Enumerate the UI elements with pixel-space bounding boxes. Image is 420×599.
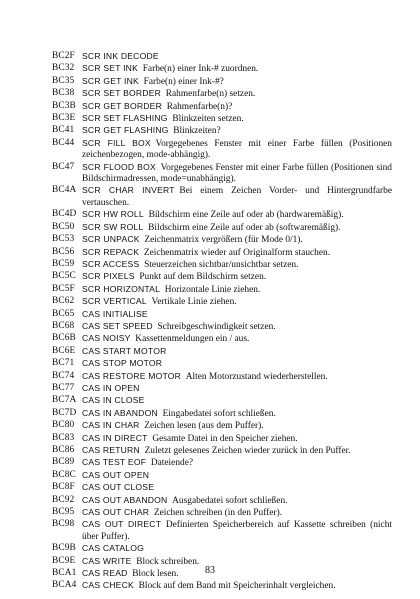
entry-description: Block auf dem Band mit Speicherinhalt vergleichen.	[138, 581, 336, 592]
entry-body	[82, 470, 392, 482]
entry-address: BC71	[52, 358, 75, 369]
entry-address: BC6E	[52, 345, 76, 356]
entry-address: BC41	[52, 125, 75, 136]
entry-body	[82, 420, 392, 432]
entry-description: Zuletzt gelesenes Zeichen wieder zurück in den Puffer.	[144, 446, 351, 456]
list-item	[52, 271, 392, 283]
entry-command: SCR VERTICAL	[82, 296, 147, 307]
entry-body	[82, 445, 392, 457]
entry-command: SCR FILL BOX	[82, 137, 151, 148]
entry-address: BC68	[52, 320, 75, 331]
entry-body	[82, 395, 392, 407]
entry-command: CAS OUT CHAR	[82, 507, 150, 518]
entry-address: BC7D	[52, 407, 77, 418]
entry-command: CAS IN CHAR	[82, 420, 140, 431]
entry-body	[82, 371, 392, 383]
entry-description: Zeichen schreiben (in den Puffer).	[153, 508, 283, 519]
entry-address: BC32	[52, 63, 75, 74]
list-item	[52, 457, 392, 469]
list-item	[52, 309, 392, 321]
entry-command: SCR FLOOD BOX	[82, 161, 156, 172]
entry-description: Blinkzeiten setzen.	[172, 114, 244, 125]
entry-address: BC83	[52, 432, 75, 443]
entry-address: BC5C	[52, 271, 76, 282]
entry-command: CAS STOP MOTOR	[82, 358, 163, 369]
list-item	[52, 296, 392, 308]
entry-command: CAS CHECK	[82, 580, 134, 591]
list-item	[52, 209, 392, 221]
entry-body	[82, 222, 392, 234]
entry-command: SCR SET INK	[82, 63, 139, 74]
entry-body	[82, 51, 392, 63]
entry-command: SCR GET INK	[82, 75, 139, 86]
entry-address: BCA1	[52, 568, 77, 579]
entry-command: CAS NOISY	[82, 333, 131, 344]
entry-body	[82, 482, 392, 494]
entry-command: CAS CATALOG	[82, 543, 145, 554]
entry-address: BC4A	[52, 185, 77, 196]
entry-address: BC74	[52, 370, 75, 381]
list-item	[52, 346, 392, 358]
entry-command: SCR SW ROLL	[82, 221, 144, 232]
entry-command: SCR HW ROLL	[82, 209, 144, 220]
entry-command: CAS INITIALISE	[82, 308, 148, 319]
entry-body	[82, 185, 392, 209]
list-item	[52, 185, 392, 209]
list-item	[52, 113, 392, 125]
list-item	[52, 162, 392, 186]
list-item	[52, 580, 392, 592]
entry-body	[82, 247, 392, 259]
entry-command: SCR CHAR INVERT	[82, 185, 175, 196]
list-item	[52, 383, 392, 395]
entry-address: BC8F	[52, 482, 75, 493]
entry-command: SCR PIXELS	[82, 271, 135, 282]
entry-body	[82, 346, 392, 358]
entry-command: CAS SET SPEED	[82, 320, 153, 331]
entry-body	[82, 234, 392, 246]
entry-description: Dateiende?	[150, 458, 194, 469]
entry-body	[82, 408, 392, 420]
list-item	[52, 76, 392, 88]
entry-address: BC80	[52, 420, 75, 431]
entry-body	[82, 433, 392, 445]
entry-address: BC9B	[52, 543, 76, 554]
list-item	[52, 51, 392, 63]
list-item	[52, 333, 392, 345]
entry-address: BC77	[52, 382, 75, 393]
entry-address: BC92	[52, 494, 75, 505]
entry-description: Bildschirm eine Zeile auf oder ab (softwaremäßig).	[148, 222, 341, 233]
list-item	[52, 321, 392, 333]
entry-body	[82, 296, 392, 308]
entry-address: BC53	[52, 234, 75, 245]
entry-description: Farbe(n) einer Ink-#?	[143, 76, 224, 87]
entry-description: Farbe(n) einer Ink-# zuordnen.	[142, 64, 259, 75]
entry-body	[82, 507, 392, 519]
entry-address: BC3E	[52, 113, 76, 124]
entry-command: SCR ACCESS	[82, 258, 140, 269]
entry-description: Eingabedatei sofort schließen.	[162, 408, 276, 419]
list-item	[52, 433, 392, 445]
entry-description: Zeichenmatrix wieder auf Originalform stauchen.	[143, 247, 331, 258]
list-item	[52, 495, 392, 507]
list-item	[52, 247, 392, 259]
entry-command: SCR SET FLASHING	[82, 113, 168, 124]
entry-description: Gesamte Datei in den Speicher ziehen.	[152, 433, 298, 444]
entry-description: Vertikale Linie ziehen.	[151, 297, 237, 308]
entry-address: BC8C	[52, 469, 76, 480]
entry-body	[82, 63, 392, 75]
list-item	[52, 408, 392, 420]
list-item	[52, 63, 392, 75]
entry-address: BC89	[52, 457, 75, 468]
entry-command: CAS READ	[82, 568, 128, 579]
entry-command: SCR GET FLASHING	[82, 125, 169, 136]
entry-body	[82, 543, 392, 555]
entry-body	[82, 88, 392, 100]
entry-description: Vorgegebenes Fenster mit einer Farbe füllen (Positionen sind Bildschirmadressen, mode=unabhängig).	[82, 162, 392, 185]
entry-body	[82, 259, 392, 271]
list-item	[52, 125, 392, 137]
entry-command: CAS WRITE	[82, 555, 132, 566]
entry-description: Blinkzeiten?	[173, 126, 221, 137]
entry-description: Block lesen.	[132, 569, 179, 580]
list-item	[52, 519, 392, 543]
entry-address: BC56	[52, 246, 75, 257]
list-item	[52, 482, 392, 494]
entry-description: Rahmenfarbe(n)?	[166, 101, 233, 112]
entry-command: SCR SET BORDER	[82, 88, 162, 99]
entry-address: BC95	[52, 507, 75, 518]
page-number: 83	[205, 565, 215, 576]
entry-description: Horizontale Linie ziehen.	[164, 284, 261, 295]
entry-description: Rahmenfarbe(n) setzen.	[165, 89, 256, 100]
entry-address: BC35	[52, 75, 75, 86]
entry-command: SCR UNPACK	[82, 234, 140, 245]
list-item	[52, 420, 392, 432]
entry-description: Bei einem Zeichen Vorder- und Hintergrundfarbe vertauschen.	[82, 186, 392, 208]
entry-address: BC44	[52, 137, 75, 148]
entry-body	[82, 113, 392, 125]
entry-description: Zeichenmatrix vergrößern (für Mode 0/1).	[144, 235, 303, 246]
entry-command: CAS RETURN	[82, 445, 140, 455]
entry-address: BC2F	[52, 51, 75, 61]
entry-body	[82, 162, 392, 186]
entry-body	[82, 321, 392, 333]
entry-address: BC47	[52, 161, 75, 172]
entry-address: BC86	[52, 445, 75, 455]
list-item	[52, 138, 392, 162]
entry-command: CAS OUT ABANDON	[82, 494, 168, 505]
entry-body	[82, 138, 392, 162]
list-item	[52, 101, 392, 113]
entry-body	[82, 125, 392, 137]
entry-body	[82, 495, 392, 507]
list-item	[52, 358, 392, 370]
entry-address: BCA4	[52, 580, 77, 591]
entry-command: SCR GET BORDER	[82, 100, 162, 111]
entry-list	[52, 51, 392, 593]
entry-address: BC62	[52, 296, 75, 307]
entry-description: Definierten Speicherbereich auf Kassette schreiben (nicht über Puffer).	[82, 520, 392, 542]
entry-address: BC98	[52, 519, 75, 530]
entry-description: Schreibgeschwindigkeit setzen.	[157, 321, 276, 332]
list-item	[52, 371, 392, 383]
entry-body	[82, 101, 392, 113]
list-item	[52, 284, 392, 296]
entry-address: BC59	[52, 258, 75, 269]
entry-description: Steuerzeichen sichtbar/unsichtbar setzen.	[144, 259, 299, 270]
list-item	[52, 222, 392, 234]
entry-command: CAS IN CLOSE	[82, 395, 145, 406]
entry-body	[82, 457, 392, 469]
entry-body	[82, 333, 392, 345]
entry-body	[82, 309, 392, 321]
entry-address: BC9E	[52, 555, 76, 566]
entry-address: BC7A	[52, 395, 77, 406]
entry-address: BC5F	[52, 283, 75, 294]
entry-description: Punkt auf dem Bildschirm setzen.	[139, 272, 267, 283]
entry-description: Kassettenmeldungen ein / aus.	[135, 334, 250, 345]
entry-command: CAS OUT OPEN	[82, 469, 150, 480]
list-item	[52, 470, 392, 482]
entry-body	[82, 209, 392, 221]
list-item	[52, 234, 392, 246]
list-item	[52, 88, 392, 100]
entry-body	[82, 284, 392, 296]
entry-description: Bildschirm eine Zeile auf oder ab (hardwaremäßig).	[148, 210, 344, 221]
entry-body	[82, 271, 392, 283]
entry-body	[82, 76, 392, 88]
entry-command: CAS OUT DIRECT	[82, 519, 162, 530]
list-item	[52, 395, 392, 407]
entry-command: CAS START MOTOR	[82, 345, 167, 356]
entry-body	[82, 383, 392, 395]
entry-description: Block schreiben.	[136, 556, 200, 567]
entry-address: BC6B	[52, 333, 76, 344]
entry-command: CAS IN DIRECT	[82, 432, 148, 443]
entry-command: SCR INK DECODE	[82, 51, 159, 61]
list-item	[52, 259, 392, 271]
entry-address: BC65	[52, 308, 75, 319]
entry-command: SCR REPACK	[82, 246, 140, 257]
entry-address: BC50	[52, 221, 75, 232]
entry-address: BC38	[52, 88, 75, 99]
entry-address: BC3B	[52, 100, 76, 111]
entry-command: CAS RESTORE MOTOR	[82, 370, 182, 381]
entry-command: CAS IN ABANDON	[82, 407, 158, 418]
entry-command: CAS OUT CLOSE	[82, 482, 155, 493]
entry-body	[82, 519, 392, 543]
list-item	[52, 507, 392, 519]
entry-address: BC4D	[52, 209, 77, 220]
entry-description: Alten Motorzustand wiederherstellen.	[185, 371, 328, 382]
entry-description: Zeichen lesen (aus dem Puffer).	[144, 421, 264, 432]
entry-body	[82, 358, 392, 370]
entry-description: Ausgabedatei sofort schließen.	[172, 495, 288, 506]
entry-description: Vorgegebenes Fenster mit einer Farbe füllen (Positionen zeichenbezogen, mode-abhängig).	[82, 138, 392, 161]
list-item	[52, 445, 392, 457]
entry-command: CAS TEST EOF	[82, 457, 147, 468]
entry-body	[82, 580, 392, 592]
list-item	[52, 543, 392, 555]
entry-command: CAS IN OPEN	[82, 382, 140, 393]
entry-command: SCR HORIZONTAL	[82, 283, 161, 294]
